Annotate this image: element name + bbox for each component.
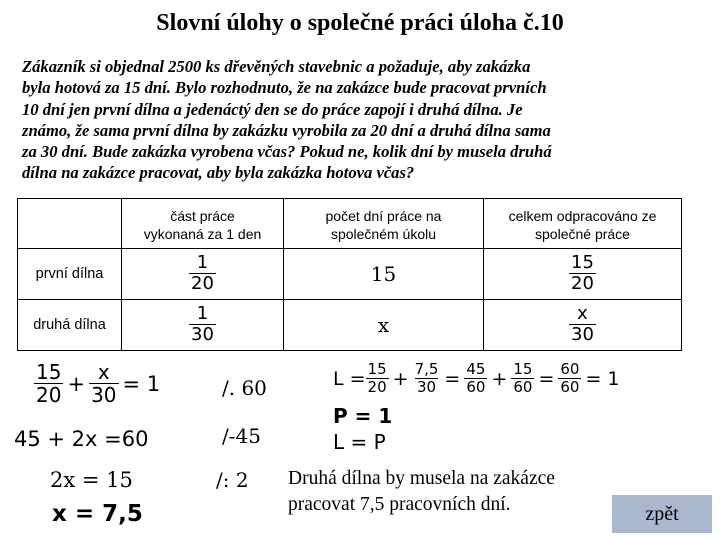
equation-2: 45 + 2x =60 — [14, 427, 149, 451]
fraction: $\frac{15}{20}$ — [367, 360, 387, 396]
answer-text: Druhá dílna by musela na zakázce pracovat 7,5 pracovních dní. — [288, 468, 555, 515]
fraction: $\frac{15}{20}$ — [36, 360, 62, 407]
equation-1: $\frac{15}{20}$ + $\frac{x}{30}$ = 1 — [36, 360, 161, 407]
total-second: $\frac{x}{30}$ — [484, 300, 682, 351]
equation-3: 2x = 15 — [50, 468, 133, 492]
problem-text: Zákazník si objednal 2500 ks dřevěných stavebnic a požaduje, aby zakázka byla hotová za 15 dní. Bylo rozhodnuto, že na zakázce bude pracovat prvních 10 dní jen první dílna a jedenáctý den se do práce zapojí i druhá dílna. Je známo, že sama první dílna by zakázku vyrobila za 20 dní a druhá dílna sama za 30 dní. Bude zakázka vyrobena včas? Pokud ne, kolik dní by musela druhá dílna na zakázce pracovat, aby byla zakázka hotova včas? — [22, 57, 552, 183]
fraction: $\frac{15}{60}$ — [513, 360, 533, 396]
rate-first: $\frac{1}{20}$ — [122, 249, 284, 300]
header-days: počet dní práce na společném úkolu — [284, 199, 484, 249]
annotation-multiply: /. 60 — [222, 376, 267, 400]
annotation-subtract: /-45 — [222, 424, 261, 448]
header-total: celkem odpracováno ze společné práce — [484, 199, 682, 249]
table-row — [18, 300, 682, 351]
days-first: 15 — [284, 249, 484, 300]
fraction: $\frac{60}{60}$ — [560, 360, 580, 396]
table-row — [18, 249, 682, 300]
row-label-second: druhá dílna — [18, 300, 122, 351]
header-rate: část práce vykonaná za 1 den — [122, 199, 284, 249]
annotation-divide: /: 2 — [216, 468, 249, 492]
fraction: $\frac{x}{30}$ — [91, 360, 117, 407]
back-button[interactable]: zpět — [612, 495, 712, 533]
total-first: $\frac{15}{20}$ — [484, 249, 682, 300]
check-line-equality: L = P — [333, 430, 386, 454]
row-label-first: první dílna — [18, 249, 122, 300]
check-line-left: L = $\frac{15}{20}$ + $\frac{7,5}{30}$ = $\frac{45}{60}$ + $\frac{15}{60}$ = $\frac{60}{60}$ = 1 — [333, 360, 620, 396]
days-second: x — [284, 300, 484, 351]
page-title: Slovní úlohy o společné práci úloha č.10 — [156, 10, 564, 36]
work-table — [17, 198, 682, 351]
fraction: $\frac{45}{60}$ — [466, 360, 486, 396]
table-header-row — [18, 199, 682, 249]
check-line-right: P = 1 — [333, 404, 393, 428]
fraction: $\frac{7,5}{30}$ — [414, 360, 439, 396]
rate-second: $\frac{1}{30}$ — [122, 300, 284, 351]
table-corner-cell — [18, 199, 122, 249]
equation-4-result: x = 7,5 — [52, 501, 143, 527]
